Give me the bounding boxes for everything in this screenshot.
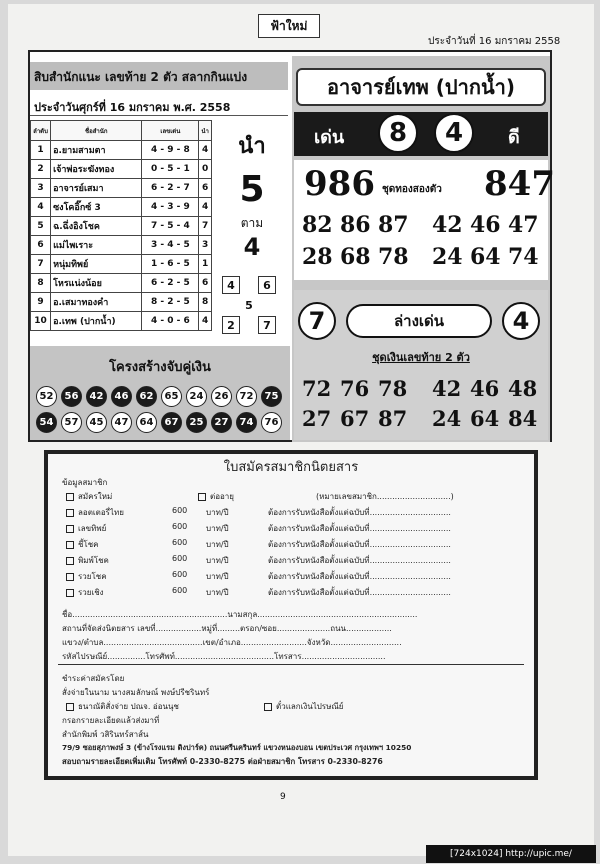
divider <box>58 664 524 665</box>
cell-no: 4 <box>31 198 51 217</box>
checkbox[interactable] <box>66 589 74 597</box>
table-row <box>31 160 212 179</box>
table-row <box>31 255 212 274</box>
pay-to: สั่งจ่ายในนาม นางสมลักษณ์ พงษ์ปรีชรินทร์ <box>62 688 210 697</box>
magazine-option[interactable] <box>66 506 124 519</box>
start-issue-field[interactable]: ต้องการรับหนังสือตั้งแต่ฉบับที่................................ <box>268 540 451 549</box>
cell-lead: 4 <box>199 198 212 217</box>
pay-title: ชำระค่าสมัครโดย <box>62 674 125 683</box>
cell-no: 5 <box>31 217 51 236</box>
number-row2: 64 <box>470 244 501 270</box>
cell-name: เจ้าพ่อระฆังทอง <box>51 160 142 179</box>
number-row4: 87 <box>378 406 408 431</box>
issue-date: ประจำวันที่ 16 มกราคม 2558 <box>428 36 561 47</box>
cell-nums: 7 - 5 - 4 <box>142 217 199 236</box>
magazine-name: ชี้โชค <box>78 540 99 549</box>
cell-nums: 4 - 9 - 8 <box>142 141 199 160</box>
page-number: 9 <box>280 792 286 802</box>
number-row3: 72 <box>302 376 332 401</box>
price-unit: บาท/ปี <box>206 540 229 549</box>
cell-lead: 1 <box>199 255 212 274</box>
left-date: ประจำวันศุกร์ที่ 16 มกราคม พ.ศ. 2558 <box>30 92 288 116</box>
col-name: ชื่อสำนัก <box>51 121 142 141</box>
pair-ball: 74 <box>236 412 257 433</box>
gold-big-1: 986 <box>304 164 375 204</box>
grid-cell: 4 <box>222 276 240 294</box>
magazine-name: รวยเชิง <box>78 588 104 597</box>
magazine-name: พิมพ์โชค <box>78 556 109 565</box>
cell-no: 3 <box>31 179 51 198</box>
price-unit: บาท/ปี <box>206 556 229 565</box>
pay-stamp-label: ตั๋วแลกเงินไปรษณีย์ <box>276 702 344 711</box>
cell-lead: 3 <box>199 236 212 255</box>
cell-nums: 3 - 4 - 5 <box>142 236 199 255</box>
subscription-form <box>44 450 538 780</box>
hot-banner <box>294 112 548 156</box>
cell-name: แม่ไพเราะ <box>51 236 142 255</box>
number-row2: 28 <box>302 244 333 270</box>
price: 600 <box>172 554 188 563</box>
table-row <box>31 179 212 198</box>
hot-digit-2: 4 <box>434 113 474 153</box>
cell-nums: 1 - 6 - 5 <box>142 255 199 274</box>
pair-ball: 76 <box>261 412 282 433</box>
pair-ball: 52 <box>36 386 57 407</box>
pair-ball: 45 <box>86 412 107 433</box>
left-title: สิบสำนักแนะ เลขท้าย 2 ตัว สลากกินแบ่ง <box>30 62 288 90</box>
cell-nums: 4 - 3 - 9 <box>142 198 199 217</box>
pair-structure <box>30 346 290 440</box>
table-row <box>31 141 212 160</box>
magazine-logo: ฟ้าใหม่ <box>258 14 320 38</box>
price: 600 <box>172 538 188 547</box>
price: 600 <box>172 586 188 595</box>
cell-name: ฉ.ฉึ่งอิงโชค <box>51 217 142 236</box>
checkbox[interactable] <box>198 493 206 501</box>
cell-lead: 7 <box>199 217 212 236</box>
number-row2: 68 <box>340 244 371 270</box>
tag-left: เด่น <box>314 127 345 148</box>
cell-lead: 0 <box>199 160 212 179</box>
table-row <box>31 274 212 293</box>
grid-cell: 7 <box>258 316 276 334</box>
price: 600 <box>172 570 188 579</box>
number-row4: 84 <box>508 406 538 431</box>
money-label: ชุดเงินเลขท้าย 2 ตัว <box>372 351 470 364</box>
low-label: ล่างเด่น <box>346 304 492 338</box>
price-unit: บาท/ปี <box>206 588 229 597</box>
col-lead: นำ <box>199 121 212 141</box>
magazine-option[interactable] <box>66 586 104 599</box>
cell-nums: 8 - 2 - 5 <box>142 293 199 312</box>
cell-nums: 0 - 5 - 1 <box>142 160 199 179</box>
form-title: ใบสมัครสมาชิกนิตยสาร <box>223 460 359 475</box>
cell-no: 7 <box>31 255 51 274</box>
follow-digit: 4 <box>243 233 261 261</box>
area-field[interactable]: แขวง/ตำบล.......................................เขต/อำเภอ..........................จังหวัด............................ <box>62 638 402 647</box>
start-issue-field[interactable]: ต้องการรับหนังสือตั้งแต่ฉบับที่................................ <box>268 556 451 565</box>
magazine-name: รวยโชค <box>78 572 107 581</box>
table-row <box>31 198 212 217</box>
number-row2: 74 <box>508 244 539 270</box>
checkbox[interactable] <box>66 541 74 549</box>
cell-name: อ.เสมาทองคำ <box>51 293 142 312</box>
grid-cell: 2 <box>222 316 240 334</box>
lead-label: นำ <box>238 134 266 159</box>
table-row <box>31 236 212 255</box>
pair-title: โครงสร้างจับคู่เงิน <box>109 360 211 375</box>
cell-name: โหรแน่งน้อย <box>51 274 142 293</box>
pair-ball: 67 <box>161 412 182 433</box>
pay-bank-label: ธนาณัติสั่งจ่าย ปณจ. อ่อนนุช <box>78 702 179 711</box>
renew-label: ต่ออายุ <box>210 492 234 501</box>
table-row <box>31 312 212 331</box>
renew-option[interactable] <box>198 490 234 503</box>
table-header <box>31 121 212 141</box>
cell-name: ซงโคอิ๊กซ์ 3 <box>51 198 142 217</box>
number-row4: 67 <box>340 406 370 431</box>
gold-big-2: 847 <box>484 164 555 204</box>
tag-right: ดี <box>508 127 520 148</box>
name-field[interactable]: ชื่อ.............................................................นามสกุล............................................................... <box>62 610 418 619</box>
checkbox[interactable] <box>66 493 74 501</box>
pair-ball: 27 <box>211 412 232 433</box>
cell-name: หนุ่มทิพย์ <box>51 255 142 274</box>
office-address: 79/9 ซอยสุภาพงษ์ 3 (ข้างโรงแรม ดิงปาร์ค) ถนนศรีนครินทร์ แขวงหนองบอน เขตประเวศ กรุงเทพฯ 10250 <box>62 743 412 752</box>
pair-ball: 57 <box>61 412 82 433</box>
magazine-name: ลอตเตอรี่ไทย <box>78 508 124 517</box>
pair-ball: 47 <box>111 412 132 433</box>
office-name: สำนักพิมพ์ วสิรินทร์สาส์น <box>62 730 149 739</box>
member-info: ข้อมูลสมาชิก <box>62 478 108 487</box>
start-issue-field[interactable]: ต้องการรับหนังสือตั้งแต่ฉบับที่................................ <box>268 588 451 597</box>
number-row1: 42 <box>432 212 463 238</box>
cell-nums: 4 - 0 - 6 <box>142 312 199 331</box>
magazine-name: เลขทิพย์ <box>78 524 107 533</box>
pair-ball: 72 <box>236 386 257 407</box>
fill-note: กรอกรายละเอียดแล้วส่งมาที่ <box>62 716 160 725</box>
cell-nums: 6 - 2 - 7 <box>142 179 199 198</box>
gold-label: ชุดทองสองตัว <box>382 184 442 195</box>
pair-ball: 75 <box>261 386 282 407</box>
number-row3: 42 <box>432 376 462 401</box>
magazine-option[interactable] <box>66 538 99 551</box>
magazine-option[interactable] <box>66 554 109 567</box>
pair-ball: 65 <box>161 386 182 407</box>
number-row3: 48 <box>508 376 538 401</box>
price-unit: บาท/ปี <box>206 508 229 517</box>
price-unit: บาท/ปี <box>206 524 229 533</box>
pair-ball: 25 <box>186 412 207 433</box>
price: 600 <box>172 522 188 531</box>
checkbox[interactable] <box>264 703 272 711</box>
watermark: [724x1024] http://upic.me/ <box>426 845 596 863</box>
cell-nums: 6 - 2 - 5 <box>142 274 199 293</box>
magazine-option[interactable] <box>66 570 107 583</box>
number-row3: 46 <box>470 376 500 401</box>
cell-no: 2 <box>31 160 51 179</box>
cell-no: 1 <box>31 141 51 160</box>
checkbox[interactable] <box>66 703 74 711</box>
member-no-field[interactable]: (หมายเลขสมาชิก.............................) <box>316 492 454 501</box>
number-row1: 87 <box>378 212 409 238</box>
pay-bank-option[interactable] <box>66 700 179 713</box>
cell-lead: 6 <box>199 179 212 198</box>
cell-lead: 4 <box>199 312 212 331</box>
number-row4: 27 <box>302 406 332 431</box>
cell-no: 10 <box>31 312 51 331</box>
number-row4: 64 <box>470 406 500 431</box>
low-area <box>294 290 548 440</box>
price-unit: บาท/ปี <box>206 572 229 581</box>
new-member-option[interactable] <box>66 490 112 503</box>
start-issue-field[interactable]: ต้องการรับหนังสือตั้งแต่ฉบับที่................................ <box>268 508 451 517</box>
pair-ball: 24 <box>186 386 207 407</box>
pair-ball: 62 <box>136 386 157 407</box>
number-row1: 46 <box>470 212 501 238</box>
follow-label: ตาม <box>240 216 264 230</box>
start-issue-field[interactable]: ต้องการรับหนังสือตั้งแต่ฉบับที่................................ <box>268 524 451 533</box>
postcode-field[interactable]: รหัสไปรษณีย์...............โทรศัพท์.......................................โทรสาร................................. <box>62 652 386 661</box>
master-name: อาจารย์เทพ (ปากน้ำ) <box>296 68 546 106</box>
ranking-table <box>30 120 212 331</box>
number-row3: 78 <box>378 376 408 401</box>
cell-lead: 6 <box>199 274 212 293</box>
cell-lead: 8 <box>199 293 212 312</box>
checkbox[interactable] <box>66 557 74 565</box>
cell-no: 8 <box>31 274 51 293</box>
cell-name: อาจารย์เสมา <box>51 179 142 198</box>
pair-ball: 56 <box>61 386 82 407</box>
checkbox[interactable] <box>66 573 74 581</box>
grid-cell: 6 <box>258 276 276 294</box>
magazine-option[interactable] <box>66 522 106 535</box>
pair-ball: 46 <box>111 386 132 407</box>
contact-info: สอบถามรายละเอียดเพิ่มเติม โทรศัพท์ 0-2330-8275 ต่อฝ่ายสมาชิก โทรสาร 0-2330-8276 <box>62 757 383 766</box>
low-digit-right: 4 <box>502 302 540 340</box>
number-row1: 86 <box>340 212 371 238</box>
start-issue-field[interactable]: ต้องการรับหนังสือตั้งแต่ฉบับที่................................ <box>268 572 451 581</box>
checkbox[interactable] <box>66 525 74 533</box>
pay-stamp-option[interactable] <box>264 700 343 713</box>
grid-cell: 5 <box>245 298 253 312</box>
number-row2: 78 <box>378 244 409 270</box>
table-row <box>31 217 212 236</box>
pair-ball: 26 <box>211 386 232 407</box>
new-member-label: สมัครใหม่ <box>78 492 113 501</box>
low-digit-left: 7 <box>298 302 336 340</box>
number-row1: 82 <box>302 212 333 238</box>
number-row3: 76 <box>340 376 370 401</box>
price: 600 <box>172 506 188 515</box>
gold-area <box>294 160 555 280</box>
hot-digit-1: 8 <box>378 113 418 153</box>
col-nums: เลขเด่น <box>142 121 199 141</box>
cell-lead: 4 <box>199 141 212 160</box>
number-row2: 24 <box>432 244 463 270</box>
number-row4: 24 <box>432 406 462 431</box>
pair-ball: 64 <box>136 412 157 433</box>
table-row <box>31 293 212 312</box>
pair-ball: 54 <box>36 412 57 433</box>
col-no: ลำดับ <box>31 121 51 141</box>
pair-ball: 42 <box>86 386 107 407</box>
cell-name: อ.ยามสามตา <box>51 141 142 160</box>
number-row1: 47 <box>508 212 539 238</box>
lead-digit: 5 <box>239 169 265 210</box>
cell-no: 6 <box>31 236 51 255</box>
checkbox[interactable] <box>66 509 74 517</box>
cell-name: อ.เทพ (ปากน้ำ) <box>51 312 142 331</box>
address-field[interactable]: สถานที่จัดส่งนิตยสาร เลขที่..................หมู่ที่.........ตรอก/ซอย.....................ถนน.................. <box>62 624 392 633</box>
cell-no: 9 <box>31 293 51 312</box>
